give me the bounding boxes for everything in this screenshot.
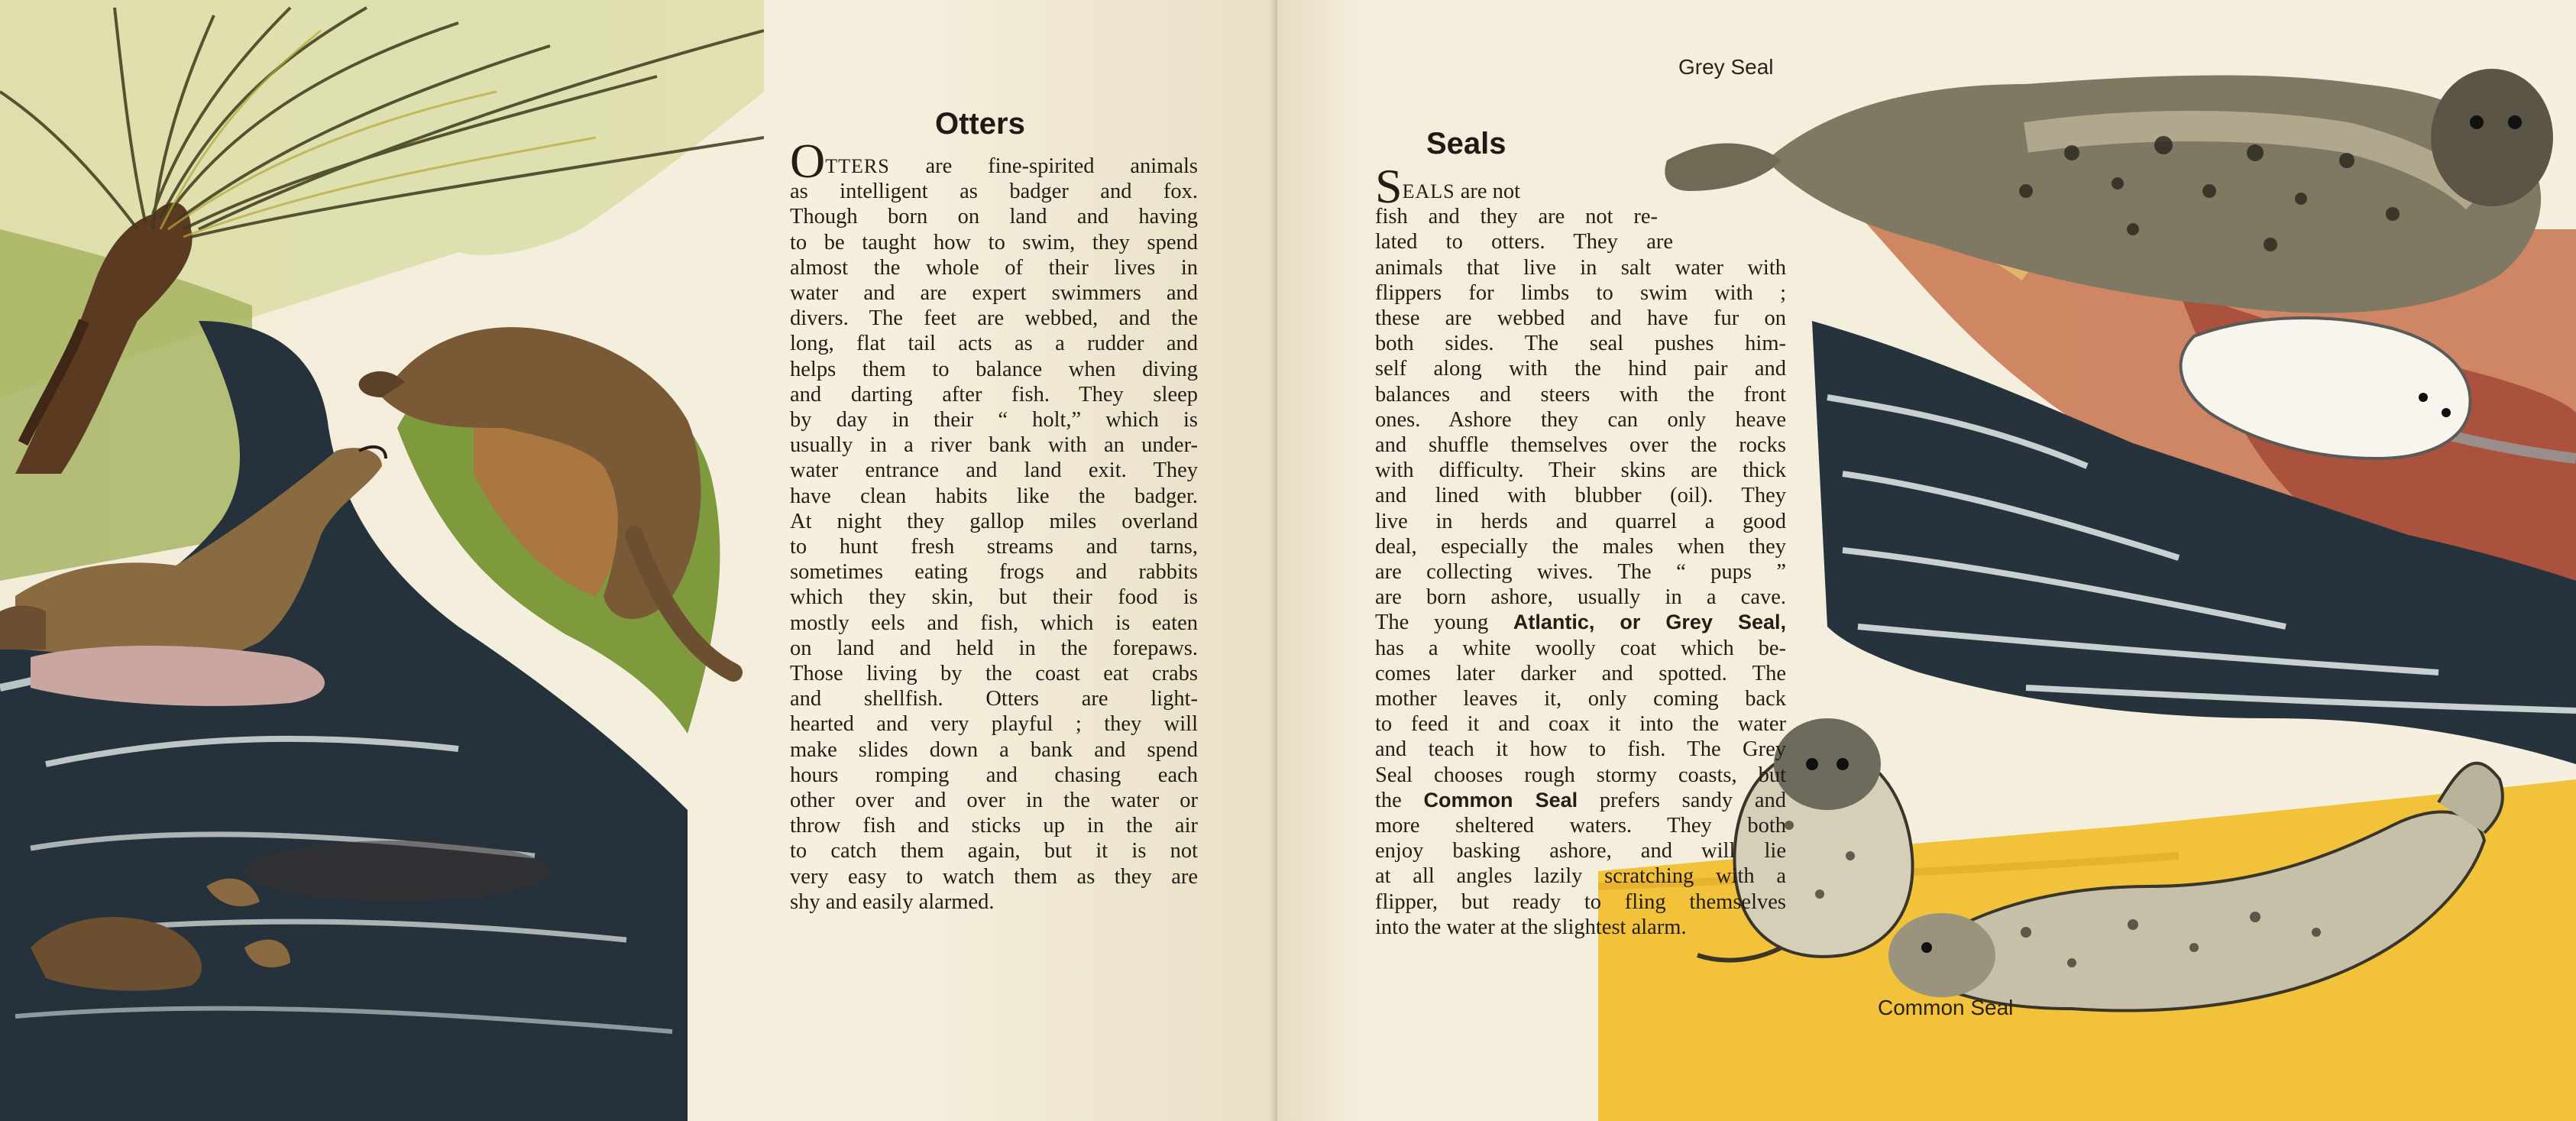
common-seal-highlight: Common Seal: [1423, 788, 1578, 812]
otters-page: [0, 0, 1277, 1121]
otters-line: have clean habits like the badger.: [790, 484, 1198, 508]
otters-line: shy and easily alarmed.: [790, 889, 995, 914]
otters-line: water and are expert swimmers and: [790, 281, 1198, 306]
otters-line: very easy to watch them as they are: [790, 864, 1198, 889]
seals-line: and shuffle themselves over the rocks: [1375, 433, 1786, 458]
seals-line: both sides. The seal pushes him-: [1375, 332, 1786, 356]
seals-line: to feed it and coax it into the water: [1375, 712, 1786, 737]
otters-line: water entrance and land exit. They: [790, 458, 1198, 483]
otters-smallcaps: TTERS: [825, 155, 890, 177]
otters-dropcap: O: [790, 134, 826, 188]
seals-title: Seals: [1426, 127, 1506, 160]
otters-line: as intelligent as badger and fox.: [790, 180, 1198, 204]
common-seal-caption: Common Seal: [1878, 996, 2014, 1019]
seals-line: has a white woolly coat which be-: [1375, 636, 1786, 660]
seals-line: more sheltered waters. They both: [1375, 814, 1786, 838]
otters-line: on land and held in the forepaws.: [790, 636, 1198, 660]
otters-line: OTTERS are fine-spirited animals: [790, 134, 1198, 188]
seals-smallcaps: EALS: [1402, 180, 1455, 202]
otters-body-text: [790, 134, 1198, 915]
grey-seal-highlight: Atlantic, or Grey Seal,: [1513, 611, 1786, 634]
otters-line: divers. The feet are webbed, and the: [790, 306, 1198, 331]
otters-title: Otters: [935, 107, 1025, 141]
otters-line: and darting after fish. They sleep: [790, 382, 1198, 407]
seals-line: Seal chooses rough stormy coasts, but: [1375, 763, 1786, 787]
otters-line: Though born on land and having: [790, 205, 1198, 229]
seals-line: are collecting wives. The “ pups ”: [1375, 560, 1786, 585]
seals-line: lated to otters. They are: [1375, 230, 1673, 254]
otters-line: Those living by the coast eat crabs: [790, 662, 1198, 686]
grey-seal-caption: Grey Seal: [1678, 55, 1774, 79]
seals-page: [1277, 0, 2576, 1121]
otters-line: which they skin, but their food is: [790, 585, 1198, 610]
seals-line: flippers for limbs to swim with ;: [1375, 280, 1786, 305]
otters-line: by day in their “ holt,” which is: [790, 408, 1198, 433]
otters-line: to be taught how to swim, they spend: [790, 230, 1198, 254]
seals-line: live in herds and quarrel a good: [1375, 509, 1786, 533]
seals-line: comes later darker and spotted. The: [1375, 661, 1786, 685]
seals-line: at all angles lazily scratching with a: [1375, 864, 1786, 889]
seals-line: with difficulty. Their skins are thick: [1375, 458, 1786, 483]
seals-line: mother leaves it, only coming back: [1375, 687, 1786, 711]
otters-line: other over and over in the water or: [790, 789, 1198, 813]
seals-line: these are webbed and have fur on: [1375, 306, 1786, 331]
otters-line: to catch them again, but it is not: [790, 839, 1198, 863]
seals-line: enjoy basking ashore, and will lie: [1375, 839, 1786, 863]
otters-line: usually in a river bank with an under-: [790, 433, 1198, 458]
seals-line: SEALS are not: [1375, 159, 1521, 213]
seals-body-text: [1375, 159, 1786, 940]
otters-line: hours romping and chasing each: [790, 763, 1198, 787]
seals-dropcap: S: [1375, 159, 1403, 213]
otters-line: hearted and very playful ; they will: [790, 712, 1198, 737]
otters-line: sometimes eating frogs and rabbits: [790, 560, 1198, 585]
otters-illustration: [0, 0, 764, 1121]
otters-line: long, flat tail acts as a rudder and: [790, 332, 1198, 356]
seals-line: The young Atlantic, or Grey Seal,: [1375, 611, 1786, 635]
seals-line: and teach it how to fish. The Grey: [1375, 737, 1786, 762]
seals-line: ones. Ashore they can only heave: [1375, 407, 1786, 432]
otters-line: and shellfish. Otters are light-: [790, 687, 1198, 711]
otters-line: almost the whole of their lives in: [790, 255, 1198, 280]
otters-line: throw fish and sticks up in the air: [790, 814, 1198, 838]
otters-line: At night they gallop miles overland: [790, 509, 1198, 533]
otters-line: to hunt fresh streams and tarns,: [790, 535, 1198, 559]
seals-line: animals that live in salt water with: [1375, 255, 1786, 280]
seals-line: into the water at the slightest alarm.: [1375, 915, 1687, 939]
otters-line: mostly eels and fish, which is eaten: [790, 611, 1198, 635]
seals-line: fish and they are not re-: [1375, 205, 1658, 229]
seals-line: and lined with blubber (oil). They: [1375, 484, 1786, 508]
otters-line: helps them to balance when diving: [790, 357, 1198, 381]
otters-line: make slides down a bank and spend: [790, 737, 1198, 762]
seals-line: the Common Seal prefers sandy and: [1375, 788, 1786, 812]
seals-line: self along with the hind pair and: [1375, 357, 1786, 381]
seals-line: balances and steers with the front: [1375, 382, 1786, 407]
seals-line: flipper, but ready to fling themselves: [1375, 889, 1786, 914]
seals-line: deal, especially the males when they: [1375, 534, 1786, 559]
seals-line: are born ashore, usually in a cave.: [1375, 585, 1786, 610]
